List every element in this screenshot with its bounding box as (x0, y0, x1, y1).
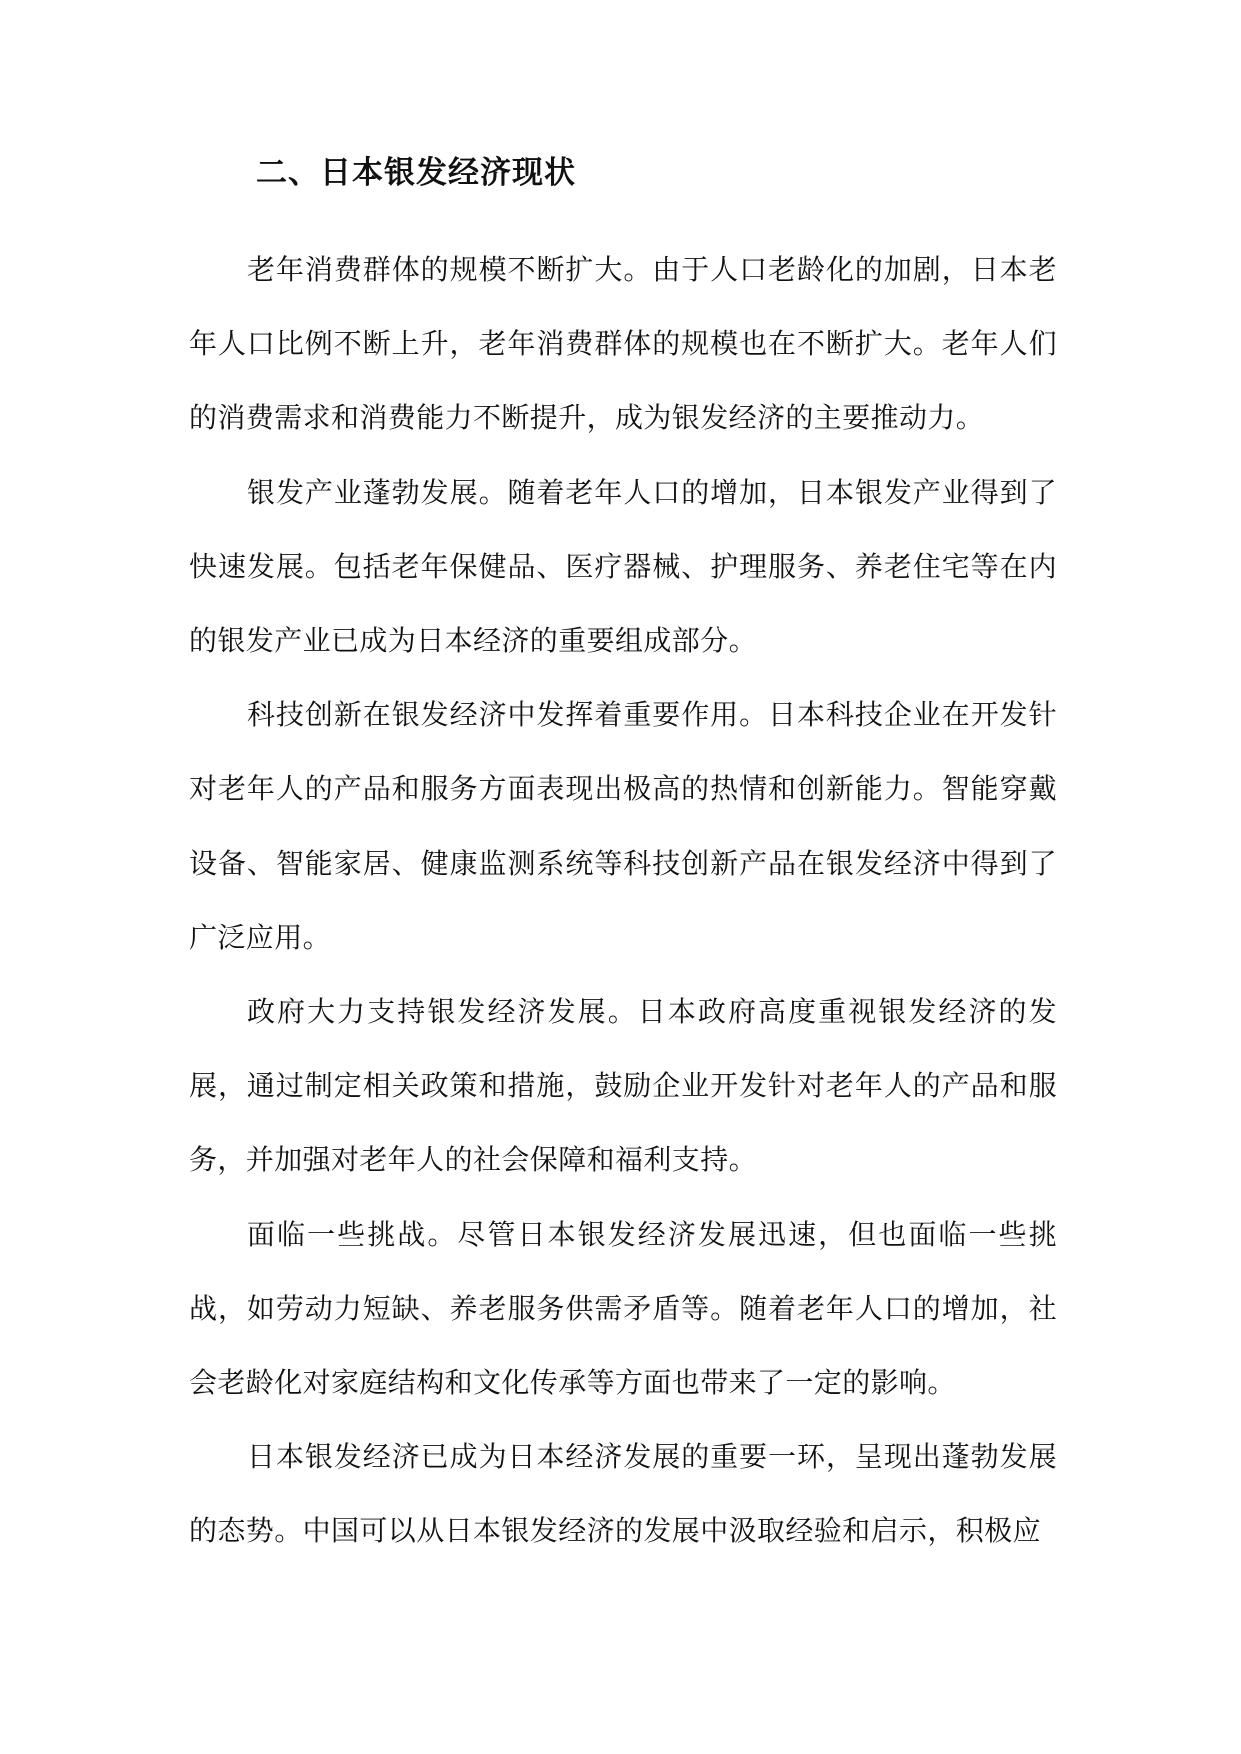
paragraph-tech-innovation: 科技创新在银发经济中发挥着重要作用。日本科技企业在开发针对老年人的产品和服务方面表现出极高的热情和创新能力。智能穿戴设备、智能家居、健康监测系统等科技创新产品在银发经济中得到了广泛应用。 (189, 698, 1057, 954)
paragraph-silver-industry: 银发产业蓬勃发展。随着老年人口的增加，日本银发产业得到了快速发展。包括老年保健品、医疗器械、护理服务、养老住宅等在内的银发产业已成为日本经济的重要组成部分。 (189, 475, 1057, 658)
paragraph-elderly-consumers: 老年消费群体的规模不断扩大。由于人口老龄化的加剧，日本老年人口比例不断上升，老年消费群体的规模也在不断扩大。老年人们的消费需求和消费能力不断提升，成为银发经济的主要推动力。 (189, 253, 1057, 435)
section-heading: 二、日本银发经济现状 (256, 155, 576, 191)
paragraph-conclusion: 日本银发经济已成为日本经济发展的重要一环，呈现出蓬勃发展的态势。中国可以从日本银发经济的发展中汲取经验和启示，积极应 (189, 1440, 1057, 1548)
paragraph-government-support: 政府大力支持银发经济发展。日本政府高度重视银发经济的发展，通过制定相关政策和措施，鼓励企业开发针对老年人的产品和服务，并加强对老年人的社会保障和福利支持。 (189, 995, 1057, 1177)
body-text (189, 233, 1057, 1569)
paragraph-challenges: 面临一些挑战。尽管日本银发经济发展迅速，但也面临一些挑战，如劳动力短缺、养老服务供需矛盾等。随着老年人口的增加，社会老龄化对家庭结构和文化传承等方面也带来了一定的影响。 (189, 1217, 1057, 1400)
